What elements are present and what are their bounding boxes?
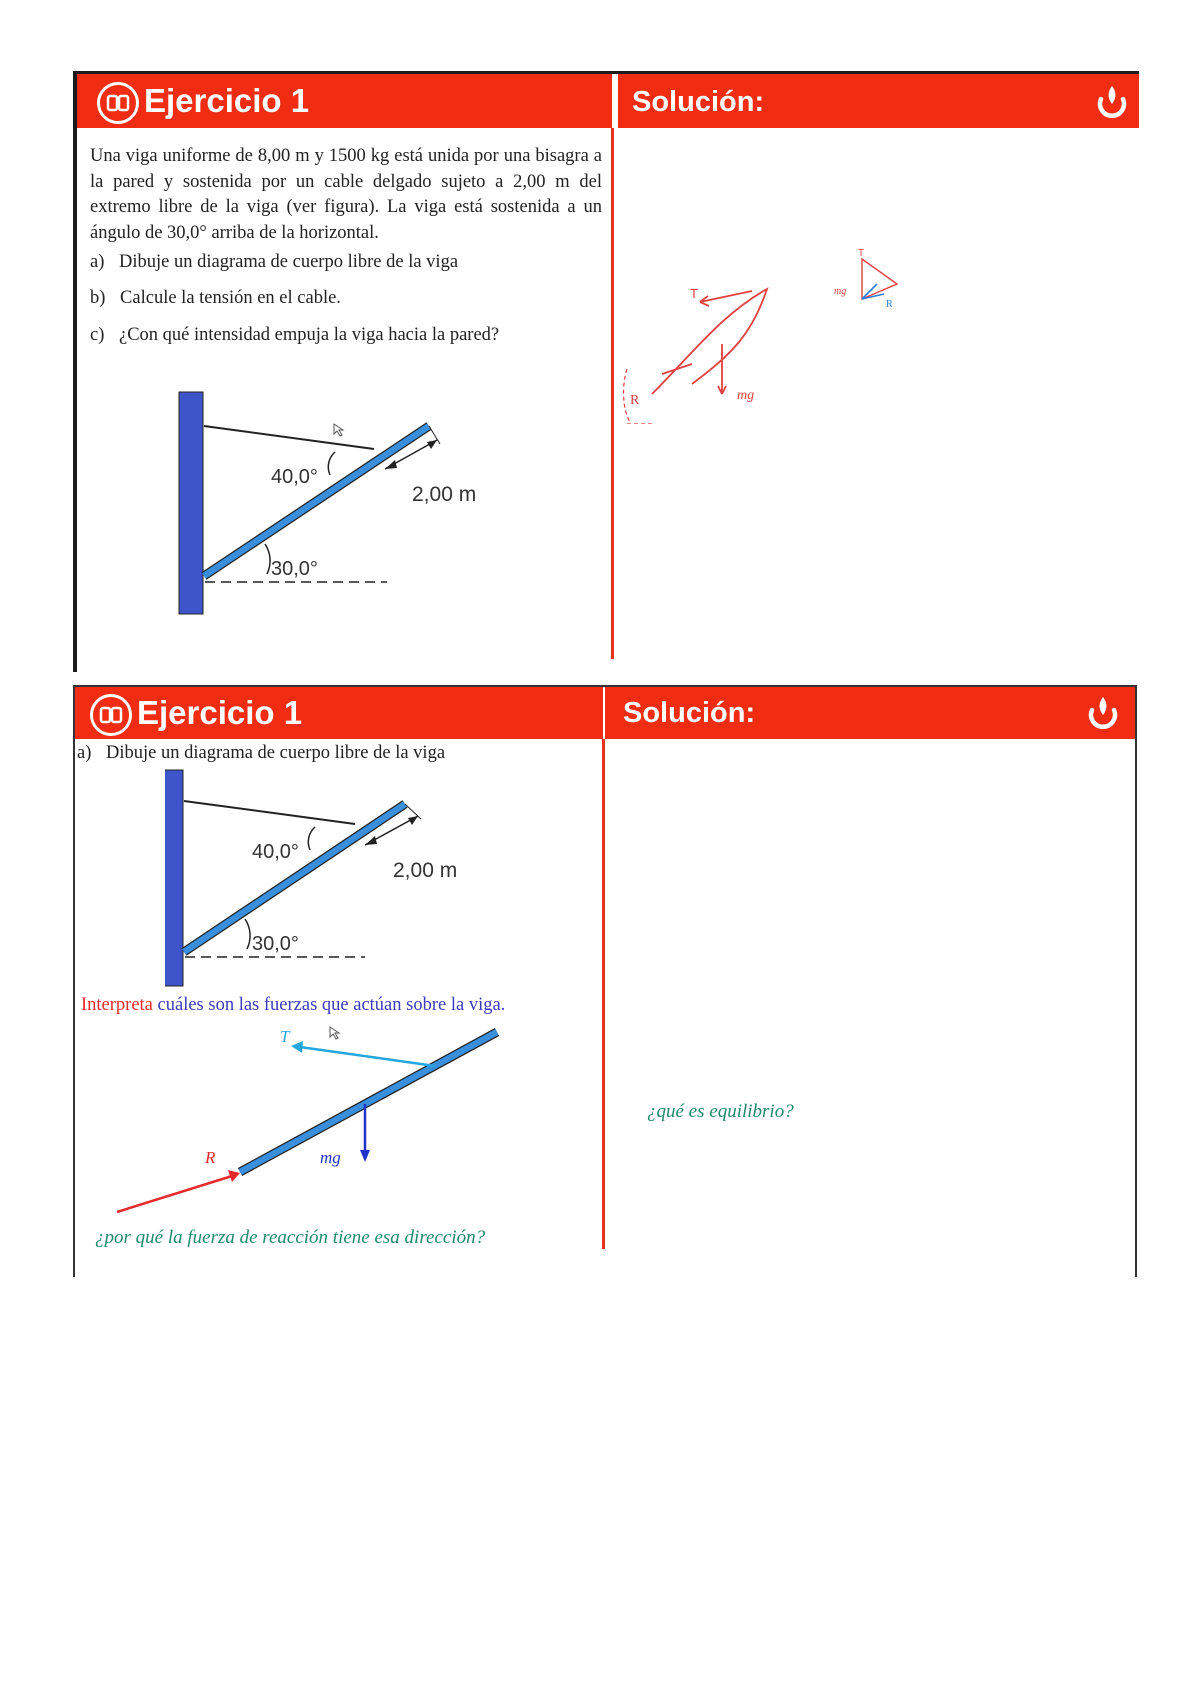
interpret-text: cuáles son las fuerzas que actúan sobre la viga. — [152, 995, 506, 1015]
sketch-beam — [652, 289, 767, 394]
item-label: c) — [90, 325, 105, 345]
book-icon — [90, 694, 132, 736]
cable — [184, 801, 355, 824]
reaction-vector — [117, 1176, 232, 1212]
distance-label: 2,00 m — [393, 859, 458, 882]
item-text: Dibuje un diagrama de cuerpo libre de la viga — [106, 743, 446, 763]
item-label: b) — [90, 288, 106, 308]
tension-vector — [300, 1047, 435, 1066]
slide-1 — [73, 71, 1139, 672]
beam — [204, 426, 429, 576]
handwritten-sketch — [622, 194, 922, 424]
cable — [204, 426, 374, 449]
item-a — [90, 252, 458, 273]
item-text: Dibuje un diagrama de cuerpo libre de la viga — [119, 252, 459, 272]
reaction-label: R — [205, 1148, 216, 1167]
sketch-R-label: R — [630, 393, 640, 408]
item-label: a) — [90, 252, 105, 272]
free-body-diagram — [105, 1022, 585, 1217]
slide-2 — [73, 685, 1137, 1277]
sketch-mg-label: mg — [737, 388, 755, 403]
column-divider — [602, 739, 605, 1249]
item-text: Calcule la tensión en el cable. — [120, 288, 341, 308]
sketch-T-label: T — [690, 286, 698, 301]
triangle-T-label: T — [858, 248, 865, 259]
interpret-keyword: Interpreta — [81, 995, 153, 1015]
beam-angle-label: 30,0° — [271, 558, 318, 580]
upc-logo-icon — [1083, 693, 1123, 738]
item-a — [77, 743, 445, 764]
triangle-R-label: R — [886, 299, 893, 310]
solution-title: Solución: — [632, 86, 765, 118]
distance-label: 2,00 m — [412, 483, 477, 506]
wall — [179, 392, 203, 614]
exercise-title: Ejercicio 1 — [137, 694, 303, 731]
column-divider — [611, 128, 614, 659]
weight-label: mg — [320, 1148, 341, 1167]
cursor-icon — [334, 424, 343, 436]
beam — [184, 804, 405, 952]
solution-title: Solución: — [623, 697, 756, 729]
cable-angle-label: 40,0° — [271, 466, 318, 488]
item-label: a) — [77, 743, 92, 763]
wall — [165, 770, 183, 986]
tension-label: T — [280, 1027, 290, 1046]
reaction-question: ¿por qué la fuerza de reacción tiene esa dirección? — [95, 1227, 486, 1248]
cable-angle-label: 40,0° — [252, 841, 299, 863]
problem-statement: Una viga uniforme de 8,00 m y 1500 kg está unida por una bisagra a la pared y sostenida por un cable delgado sujeto a 2,00 m del extremo libre de la viga (ver figura). La viga está sostenida a un ángulo de 30,0° arriba de la horizontal. — [90, 146, 602, 243]
upc-logo-icon — [1092, 82, 1132, 127]
item-c — [90, 325, 499, 346]
book-icon — [97, 82, 139, 124]
beam-angle-label: 30,0° — [252, 933, 299, 955]
item-text: ¿Con qué intensidad empuja la viga hacia la pared? — [119, 325, 500, 345]
item-b — [90, 288, 341, 309]
triangle-mg-label: mg — [834, 286, 847, 297]
sketch-reaction — [662, 364, 692, 374]
interpret-prompt — [81, 995, 505, 1016]
equilibrium-question: ¿qué es equilibrio? — [647, 1101, 794, 1122]
exercise-title: Ejercicio 1 — [144, 82, 310, 119]
beam-figure — [167, 384, 587, 634]
beam-figure — [165, 767, 585, 997]
cursor-icon — [330, 1027, 339, 1039]
